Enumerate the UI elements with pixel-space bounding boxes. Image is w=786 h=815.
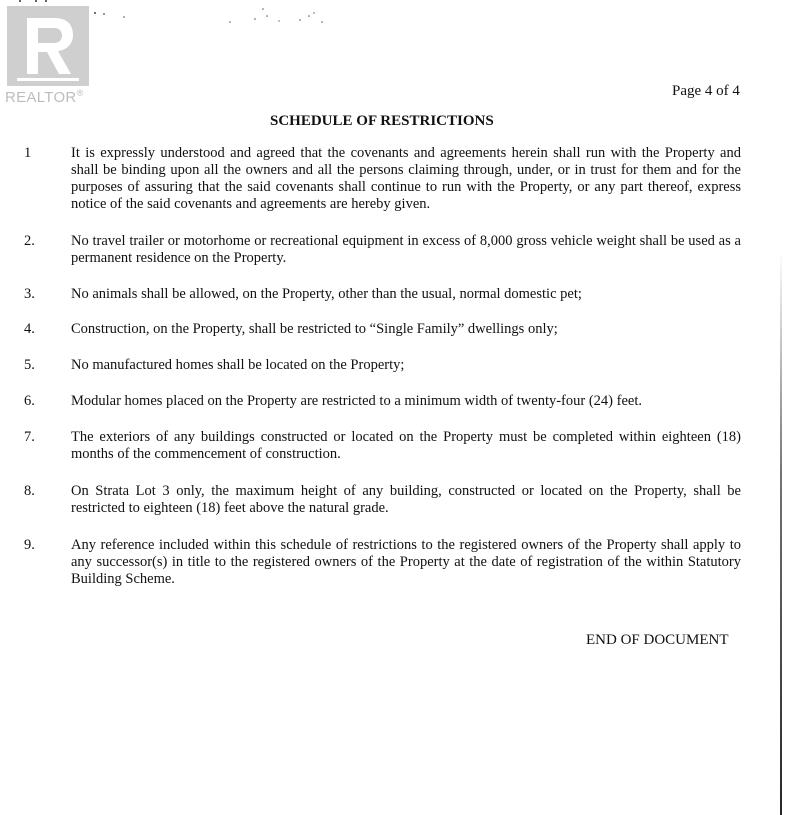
item-number: 6. bbox=[24, 393, 35, 409]
item-number: 4. bbox=[24, 321, 35, 337]
item-text: On Strata Lot 3 only, the maximum height of any building, constructed or located on the Property, shall be restricted to eighteen (18) feet above the natural grade. bbox=[71, 483, 741, 516]
item-number: 1 bbox=[24, 145, 32, 161]
scan-noise bbox=[0, 0, 786, 40]
item-text: No animals shall be allowed, on the Property, other than the usual, normal domestic pet; bbox=[71, 286, 582, 302]
item-number: 3. bbox=[24, 286, 35, 302]
item-text: No travel trailer or motorhome or recreational equipment in excess of 8,000 gross vehicle weight shall be used as a permanent residence on the Property. bbox=[71, 233, 741, 266]
item-number: 2. bbox=[24, 233, 35, 249]
end-of-document: END OF DOCUMENT bbox=[586, 632, 729, 648]
realtor-logo bbox=[5, 6, 91, 106]
item-text: Any reference included within this schedule of restrictions to the registered owners of the Property shall apply to any successor(s) in title to the registered owners of the Property at the date of registration of the within Statutory Building Scheme. bbox=[71, 537, 741, 587]
page-number: Page 4 of 4 bbox=[672, 83, 740, 99]
item-text: It is expressly understood and agreed that the covenants and agreements herein shall run with the Property and shall be binding upon all the owners and all the persons claiming through, under, or in trust for them and for the purposes of assuring that the said covenants shall continue to run with the Property, or any part thereof, express notice of the said covenants and agreements are hereby given. bbox=[71, 145, 741, 212]
item-number: 8. bbox=[24, 483, 35, 499]
item-number: 9. bbox=[24, 537, 35, 553]
document-title: SCHEDULE OF RESTRICTIONS bbox=[270, 113, 494, 129]
realtor-r-icon bbox=[7, 6, 89, 86]
item-number: 7. bbox=[24, 429, 35, 445]
item-number: 5. bbox=[24, 357, 35, 373]
item-text: No manufactured homes shall be located on the Property; bbox=[71, 357, 405, 373]
realtor-logo-text: REALTOR® bbox=[5, 88, 84, 106]
item-text: The exteriors of any buildings constructed or located on the Property must be completed within eighteen (18) months of the commencement of construction. bbox=[71, 429, 741, 462]
item-text: Construction, on the Property, shall be restricted to “Single Family” dwellings only; bbox=[71, 321, 558, 337]
scan-edge-line bbox=[780, 250, 782, 815]
item-text: Modular homes placed on the Property are restricted to a minimum width of twenty-four (24) feet. bbox=[71, 393, 642, 409]
